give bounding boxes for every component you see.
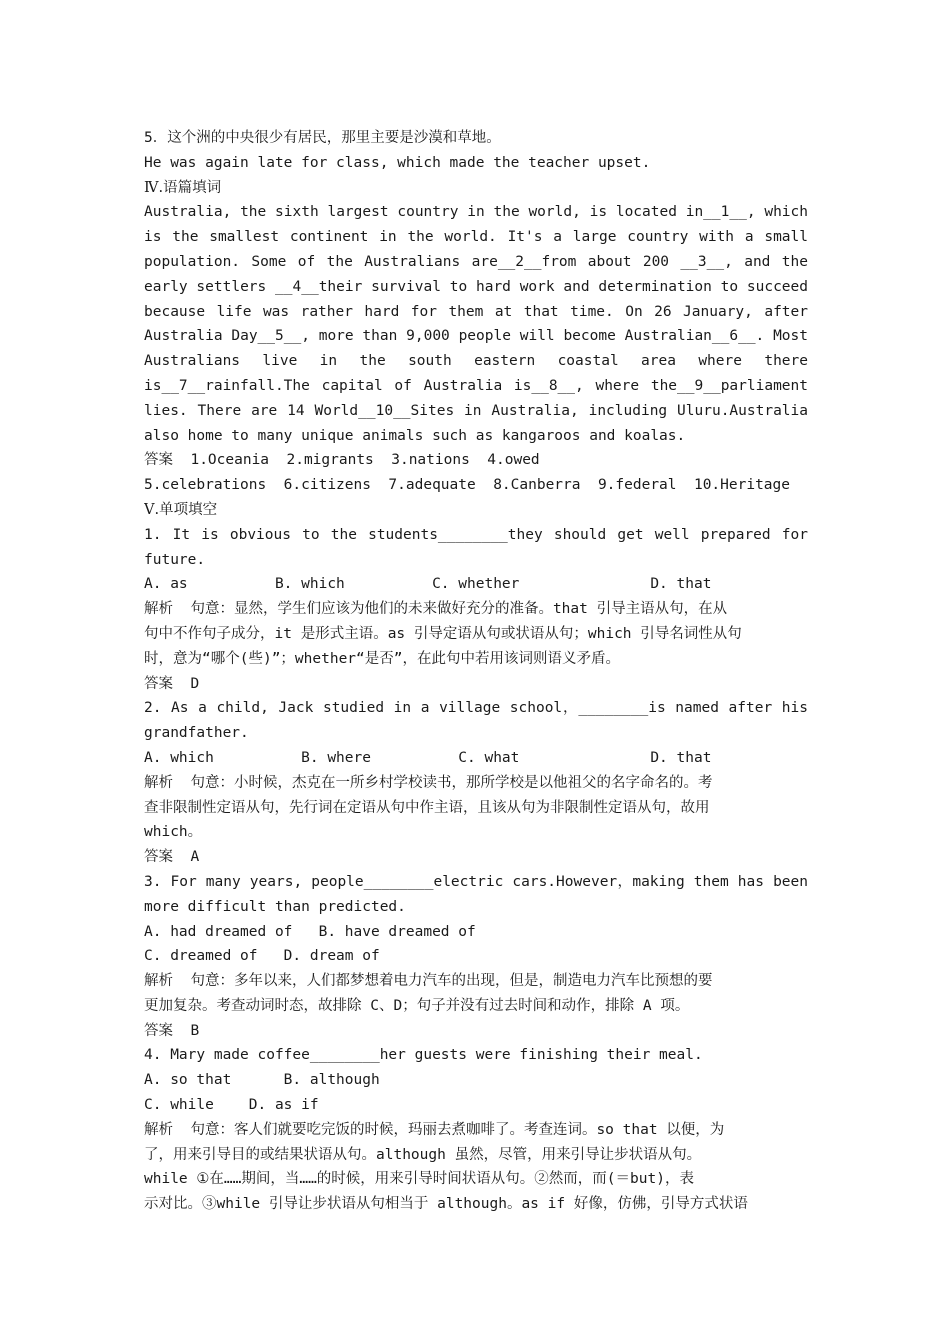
cloze-line: is__7__rainfall.The capital of Australia is__8__, where the__9__parliament xyxy=(144,377,808,394)
cloze-line: Australians live in the south eastern coastal area where there xyxy=(144,353,808,370)
translation-q5-answer: He was again late for class, which made the teacher upset. xyxy=(144,154,651,171)
q4-options: A. so that B. although xyxy=(144,1072,380,1089)
q1-explanation: 解析 句意：显然，学生们应该为他们的未来做好充分的准备。that 引导主语从句，在从 xyxy=(144,601,728,618)
q2-options: A. which B. where C. what D. that xyxy=(144,749,712,766)
translation-q5-prompt: 5．这个洲的中央很少有居民，那里主要是沙漠和草地。 xyxy=(144,130,501,146)
cloze-line: lies. There are 14 World__10__Sites in Australia, including Uluru.Australia xyxy=(144,402,808,419)
q1-explanation: 时，意为“哪个(些)”；whether“是否”，在此句中若用该词则语义矛盾。 xyxy=(144,650,620,667)
cloze-line: is the smallest continent in the world. It's a large country with a small xyxy=(144,229,808,246)
q2-stem: 2. As a child, Jack studied in a village school，________is named after his xyxy=(144,700,808,717)
q1-stem: 1. It is obvious to the students________they should get well prepared for xyxy=(144,526,808,543)
q4-stem: 4. Mary made coffee________her guests were finishing their meal. xyxy=(144,1047,703,1064)
q3-options: A. had dreamed of B. have dreamed of xyxy=(144,923,476,940)
q3-stem: more difficult than predicted. xyxy=(144,898,406,915)
cloze-answers: 5.celebrations 6.citizens 7.adequate 8.Canberra 9.federal 10.Heritage xyxy=(144,477,791,494)
q3-options: C. dreamed of D. dream of xyxy=(144,948,380,965)
q1-explanation: 句中不作句子成分，it 是形式主语。as 引导定语从句或状语从句；which 引导名词性从句 xyxy=(144,625,742,642)
q3-answer: 答案 B xyxy=(144,1022,200,1039)
q3-stem: 3. For many years, people________electric cars.However，making them has been xyxy=(144,873,808,890)
q2-explanation: which。 xyxy=(144,824,203,841)
q1-options: A. as B. which C. whether D. that xyxy=(144,576,712,593)
cloze-line: Australia Day__5__, more than 9,000 people will become Australian__6__. Most xyxy=(144,328,808,345)
q2-explanation: 解析 句意：小时候，杰克在一所乡村学校读书，那所学校是以他祖父的名字命名的。考 xyxy=(144,774,713,791)
cloze-line: population. Some of the Australians are__2__from about 200 __3__, and the xyxy=(144,253,808,270)
q4-explanation: 解析 句意：客人们就要吃完饭的时候，玛丽去煮咖啡了。考查连词。so that 以便，为 xyxy=(144,1121,725,1138)
section-heading-cloze: Ⅳ.语篇填词 xyxy=(144,179,222,196)
q4-explanation: while ①在……期间，当……的时候，用来引导时间状语从句。②然而，而(＝but)，表 xyxy=(144,1171,694,1188)
q1-stem: future. xyxy=(144,551,206,568)
q4-explanation: 了，用来引导目的或结果状语从句。although 虽然，尽管，用来引导让步状语从句。 xyxy=(144,1146,702,1163)
cloze-line: because life was rather hard for them at that time. On 26 January, after xyxy=(144,303,808,320)
cloze-line: Australia, the sixth largest country in the world, is located in__1__, which xyxy=(144,204,808,221)
document-body xyxy=(144,126,808,1217)
q2-explanation: 查非限制性定语从句，先行词在定语从句中作主语，且该从句为非限制性定语从句，故用 xyxy=(144,799,710,816)
section-heading-mcq: Ⅴ.单项填空 xyxy=(144,501,218,518)
q2-answer: 答案 A xyxy=(144,849,200,866)
q1-answer: 答案 D xyxy=(144,675,200,692)
q2-stem: grandfather. xyxy=(144,725,249,742)
cloze-line: also home to many unique animals such as kangaroos and koalas. xyxy=(144,427,686,444)
q3-explanation: 更加复杂。考查动词时态，故排除 C、D；句子并没有过去时间和动作，排除 A 项。 xyxy=(144,997,690,1014)
cloze-line: early settlers __4__their survival to hard work and determination to succeed xyxy=(144,278,808,295)
q3-explanation: 解析 句意：多年以来，人们都梦想着电力汽车的出现，但是，制造电力汽车比预想的要 xyxy=(144,973,713,990)
q4-options: C. while D. as if xyxy=(144,1097,319,1114)
q4-explanation: 示对比。③while 引导让步状语从句相当于 although。as if 好像，仿佛，引导方式状语 xyxy=(144,1196,748,1213)
cloze-answers: 答案 1.Oceania 2.migrants 3.nations 4.owed xyxy=(144,452,540,469)
